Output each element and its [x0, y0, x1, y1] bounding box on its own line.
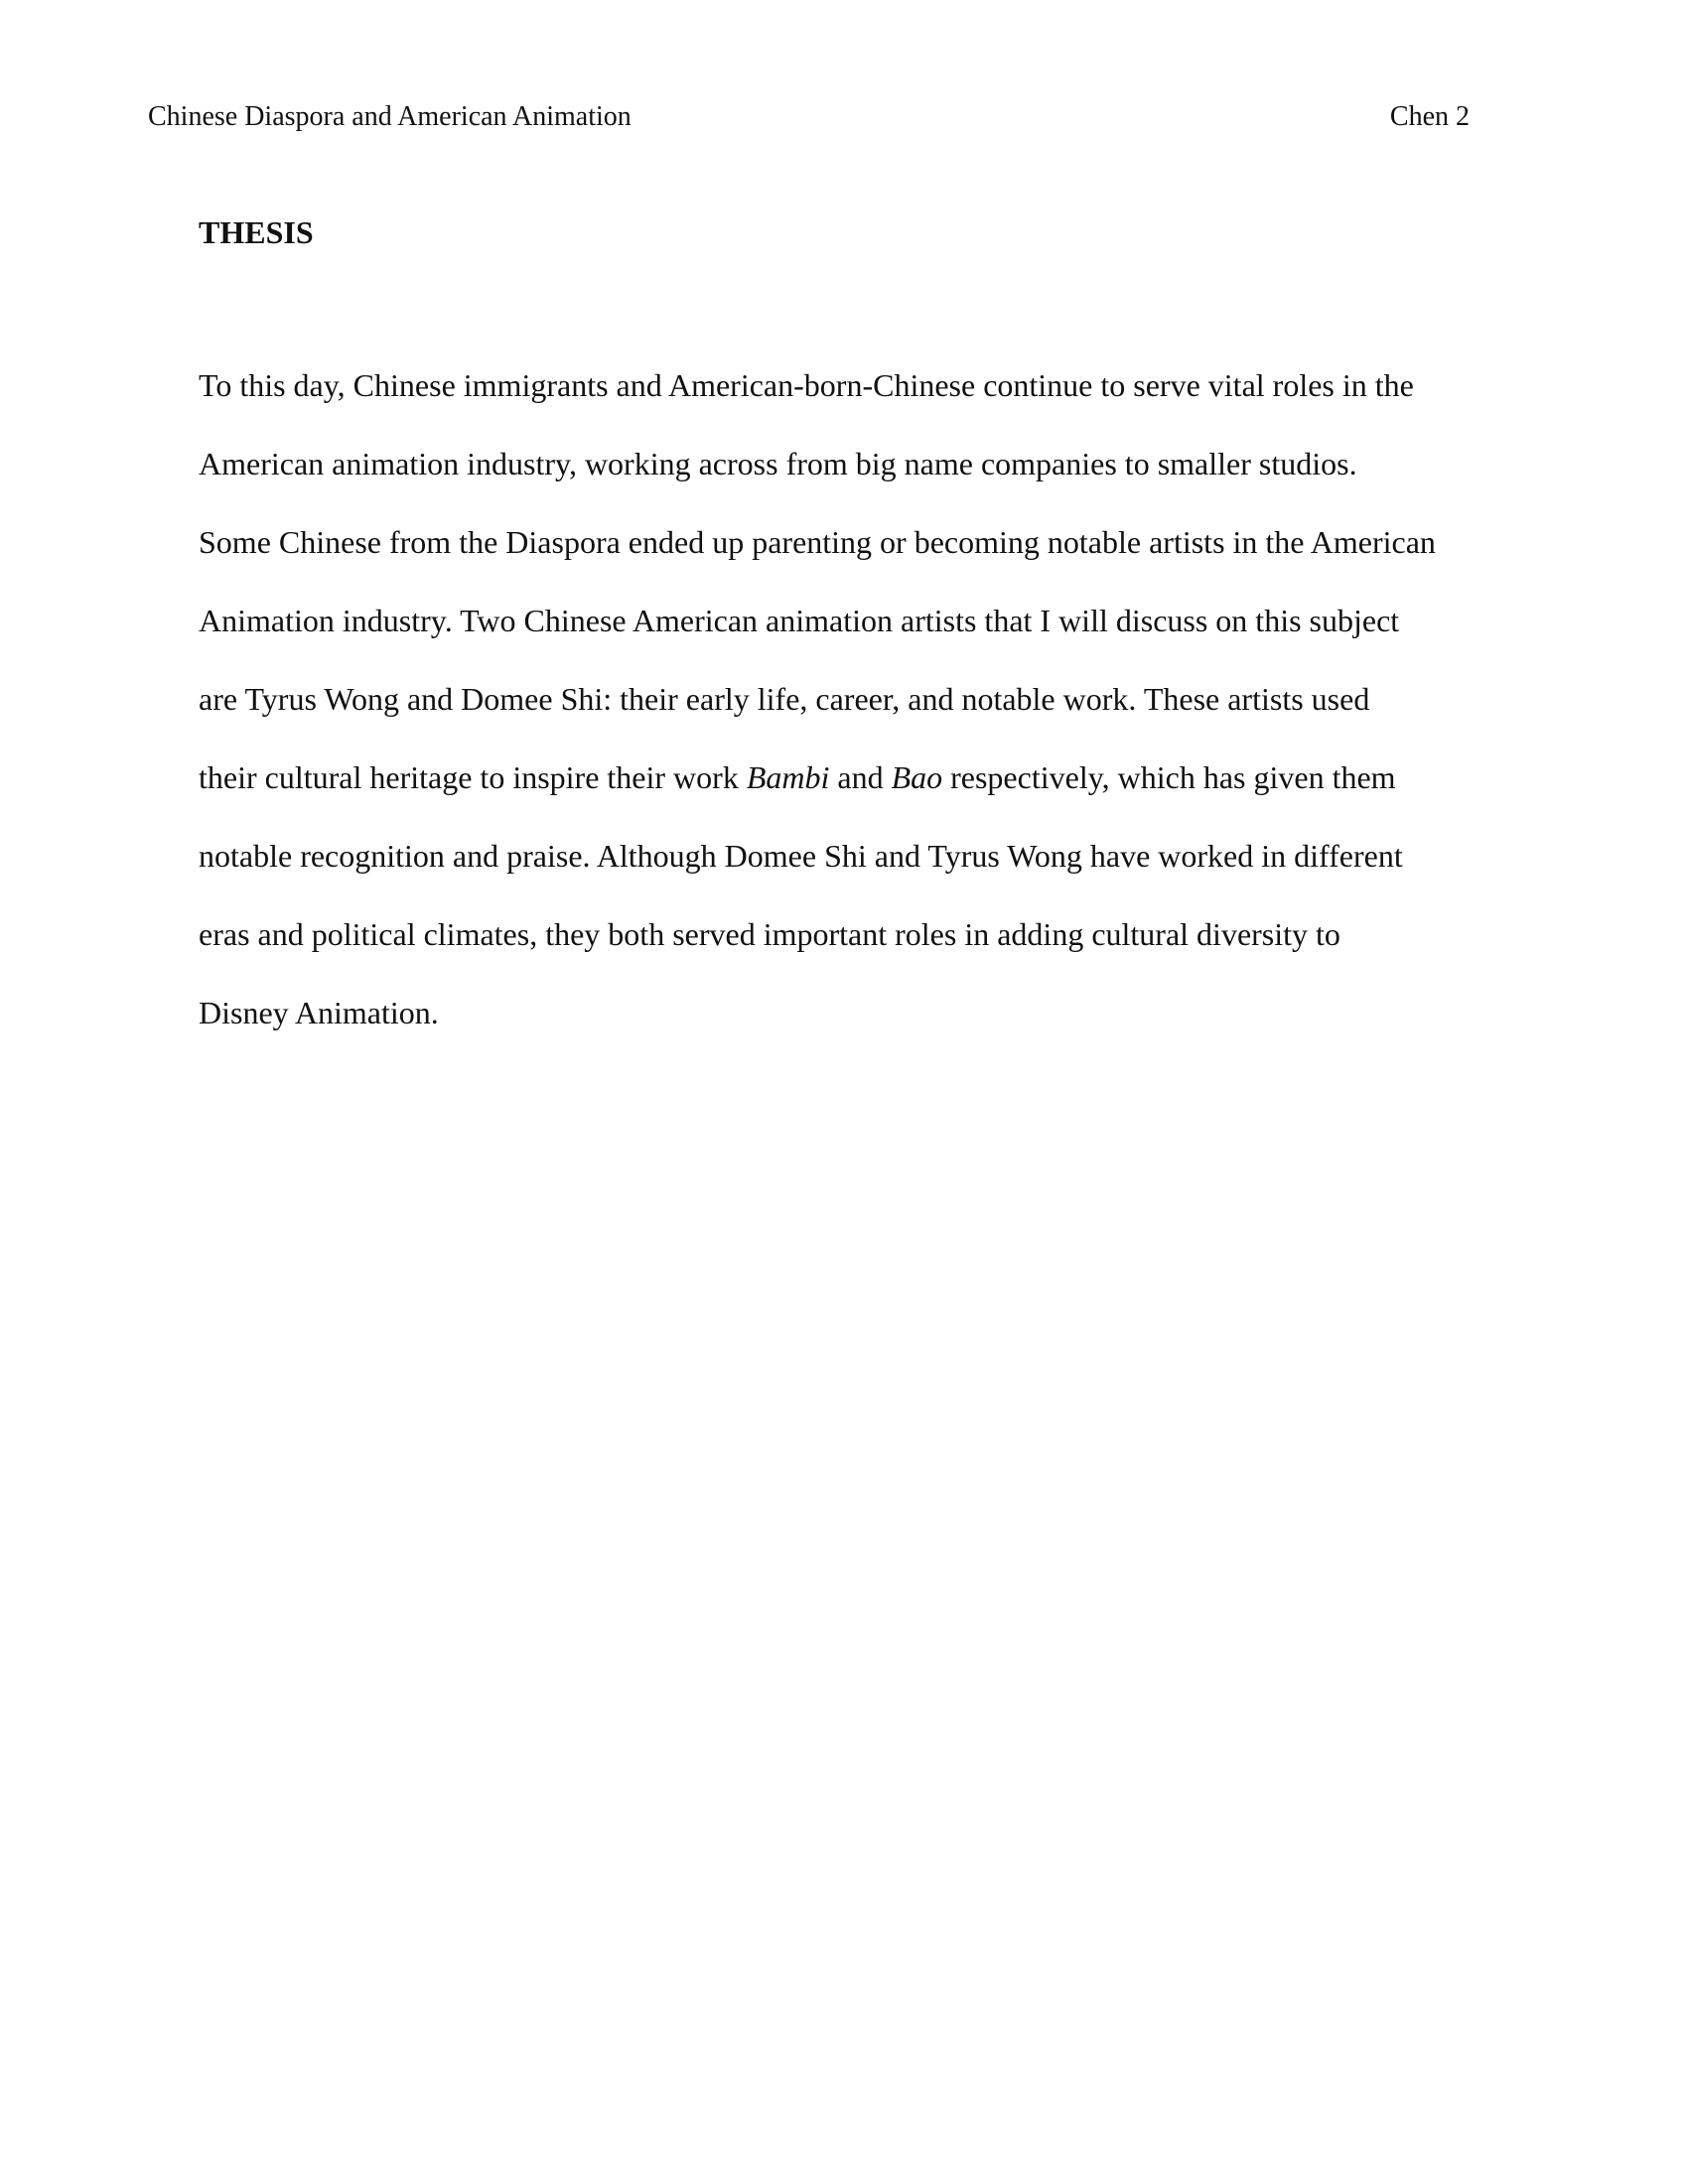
paragraph-line-4: Animation industry. Two Chinese American animation artists that I will discuss on this subject [199, 603, 1400, 638]
paragraph-line-8: eras and political climates, they both served important roles in adding cultural diversity to [199, 916, 1340, 952]
paragraph-line-9: Disney Animation. [199, 995, 439, 1030]
film-title-bao: Bao [891, 759, 943, 795]
paragraph-line-2: American animation industry, working across from big name companies to smaller studios. [199, 446, 1357, 481]
line6-text-start: their cultural heritage to inspire their work [199, 759, 747, 795]
page-number-label: Chen 2 [1389, 101, 1470, 132]
line6-text-end: respectively, which has given them [942, 759, 1396, 795]
running-header-title: Chinese Diaspora and American Animation [148, 101, 632, 132]
paragraph-line-6 [199, 755, 1396, 799]
film-title-bambi: Bambi [746, 759, 830, 795]
paragraph-line-3: Some Chinese from the Diaspora ended up parenting or becoming notable artists in the American [199, 524, 1436, 560]
line6-text-mid: and [829, 759, 892, 795]
paragraph-line-7: notable recognition and praise. Although Domee Shi and Tyrus Wong have worked in different [199, 838, 1403, 874]
section-heading: THESIS [199, 214, 314, 250]
paragraph-line-5: are Tyrus Wong and Domee Shi: their early life, career, and notable work. These artists used [199, 681, 1370, 717]
paragraph-line-1: To this day, Chinese immigrants and American-born-Chinese continue to serve vital roles in the [199, 367, 1414, 403]
